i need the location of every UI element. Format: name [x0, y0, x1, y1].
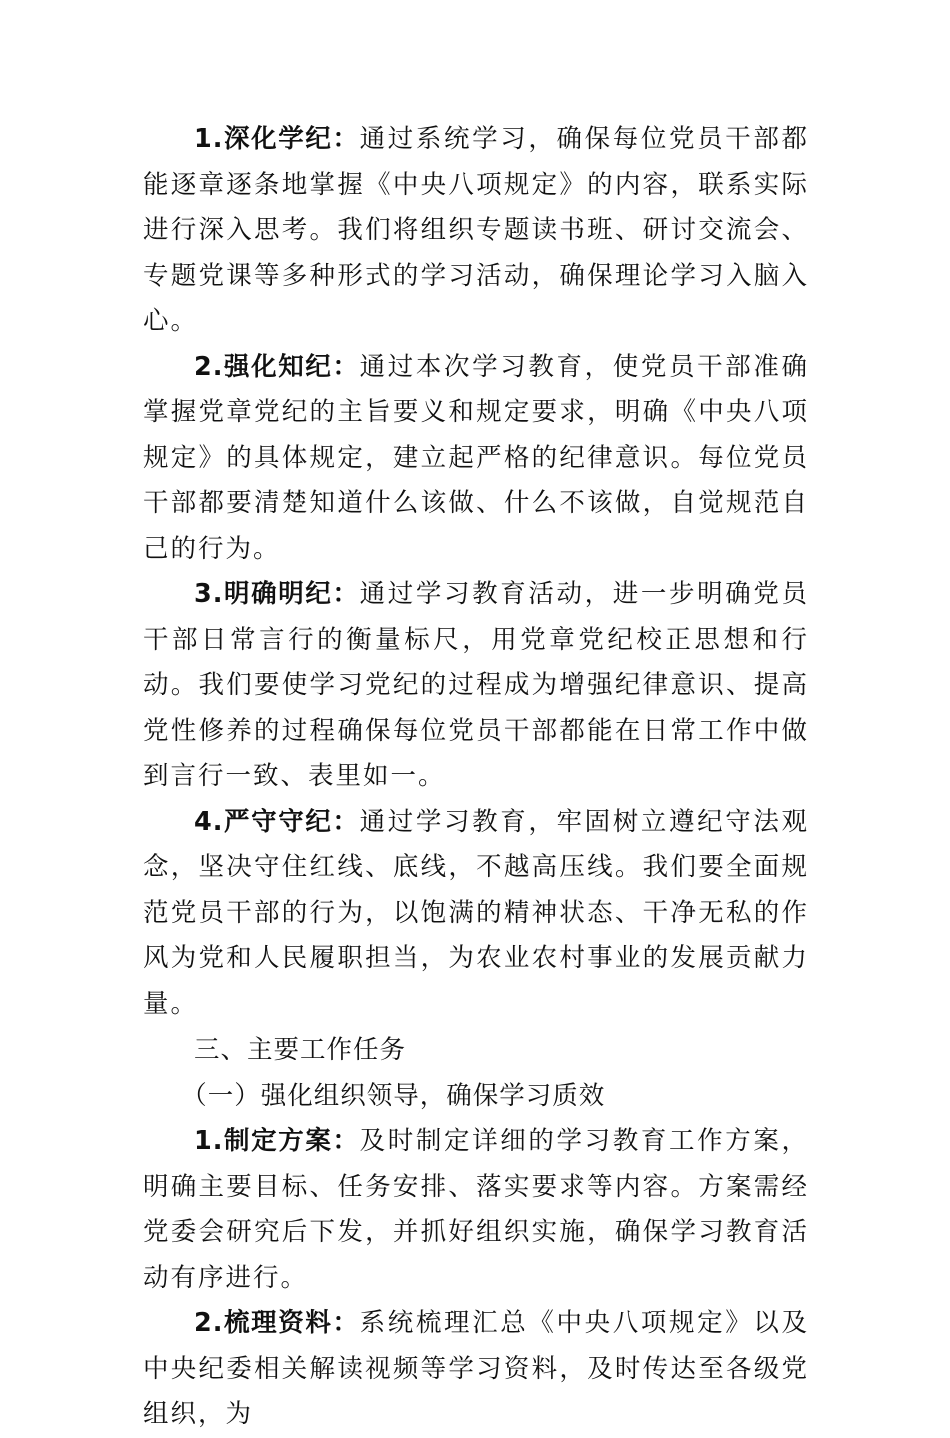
document-body — [143, 117, 809, 1438]
paragraph-lead: 2.强化知纪： — [194, 351, 360, 382]
paragraph-text: 通过学习教育活动，进一步明确党员干部日常言行的衡量标尺，用党章党纪校正思想和行动。我们要使学习党纪的过程成为增强纪律意识、提高党性修养的过程确保每位党员干部都能在日常工作中做到言行一致、表里如一。 — [143, 579, 809, 791]
paragraph-lead: 1.深化学纪： — [194, 124, 360, 154]
paragraph-lead: 3.明确明纪： — [194, 579, 360, 609]
paragraph-text: 通过本次学习教育，使党员干部准确掌握党章党纪的主旨要义和规定要求，明确《中央八项规定》的具体规定，建立起严格的纪律意识。每位党员干部都要清楚知道什么该做、什么不该做，自觉规范自己的行为。 — [143, 351, 809, 564]
paragraph-text: 通过学习教育，牢固树立遵纪守法观念，坚决守住红线、底线，不越高压线。我们要全面规范党员干部的行为，以饱满的精神状态、干净无私的作风为党和人民履职担当，为农业农村事业的发展贡献力量。 — [143, 806, 809, 1019]
task-text: 系统梳理汇总《中央八项规定》以及中央纪委相关解读视频等学习资料，及时传达至各级党组织，为 — [143, 1308, 809, 1429]
section-heading: 三、主要工作任务 — [194, 1035, 407, 1065]
task-make-plan — [143, 1119, 809, 1301]
paragraph-strengthen-knowledge — [143, 345, 809, 573]
subsection-heading: （一）强化组织领导，确保学习质效 — [181, 1081, 606, 1111]
task-lead: 1.制定方案： — [194, 1126, 360, 1156]
paragraph-lead: 4.严守守纪： — [194, 806, 360, 837]
task-text: 及时制定详细的学习教育工作方案，明确主要目标、任务安排、落实要求等内容。方案需经党委会研究后下发，并抓好组织实施，确保学习教育活动有序进行。 — [143, 1126, 809, 1293]
paragraph-clarify-discipline — [143, 572, 809, 800]
paragraph-observe-discipline — [143, 800, 809, 1028]
paragraph-deepen-learning — [143, 117, 809, 345]
paragraph-text: 通过系统学习，确保每位党员干部都能逐章逐条地掌握《中央八项规定》的内容，联系实际进行深入思考。我们将组织专题读书班、研讨交流会、专题党课等多种形式的学习活动，确保理论学习入脑入心。 — [143, 124, 809, 336]
task-lead: 2.梳理资料： — [194, 1308, 360, 1338]
task-organize-materials — [143, 1301, 809, 1438]
